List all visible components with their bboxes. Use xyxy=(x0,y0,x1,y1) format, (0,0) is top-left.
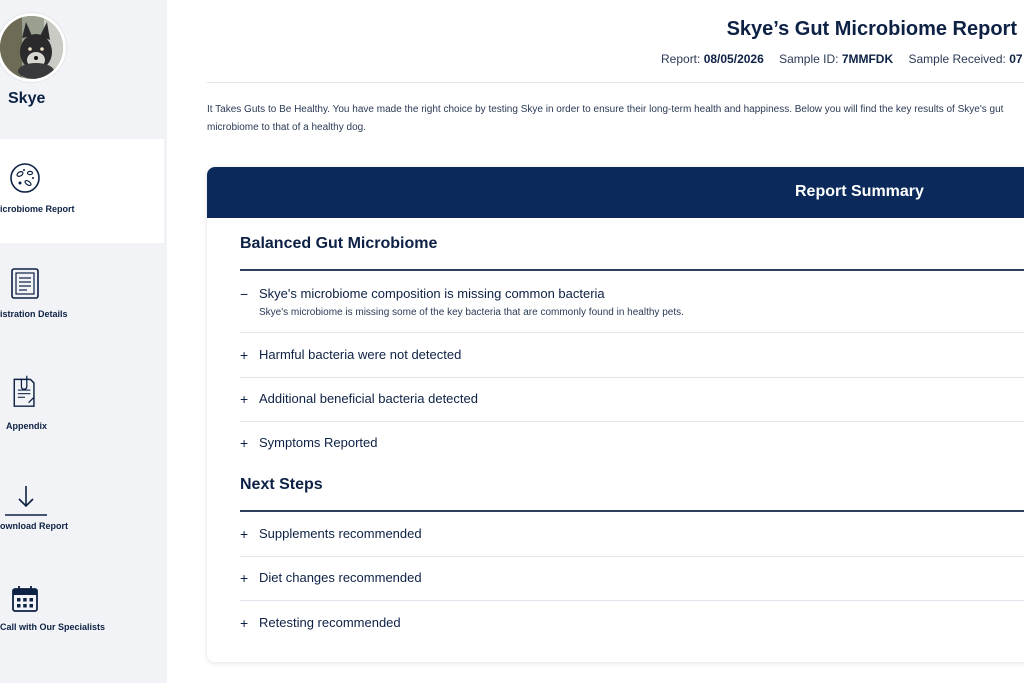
accordion-row-label: Retesting recommended xyxy=(259,615,401,630)
report-date-label: Report: xyxy=(661,52,701,66)
accordion-row-label: Skye's microbiome composition is missing common bacteria xyxy=(259,286,605,301)
nav-appendix[interactable] xyxy=(0,348,164,452)
section-divider xyxy=(240,269,1024,271)
collapse-icon: − xyxy=(240,286,249,302)
accordion-row-diet-changes[interactable] xyxy=(240,570,1024,601)
expand-icon: + xyxy=(240,570,249,586)
expand-icon: + xyxy=(240,526,249,542)
nav-label: Appendix xyxy=(6,421,48,431)
nav-registration-details[interactable] xyxy=(0,244,164,348)
section-title-balanced-gut: Balanced Gut Microbiome xyxy=(240,235,438,252)
section-title-next-steps: Next Steps xyxy=(240,476,323,493)
expand-icon: + xyxy=(240,615,249,631)
clipboard-icon xyxy=(9,266,41,300)
report-summary-card xyxy=(207,167,1024,662)
microbe-icon xyxy=(9,161,41,195)
sample-id-label: Sample ID: xyxy=(779,52,839,66)
report-meta xyxy=(661,52,1023,66)
nav-call-specialists[interactable] xyxy=(0,556,164,660)
document-clip-icon xyxy=(9,374,41,408)
expand-icon: + xyxy=(240,347,249,363)
sample-id: 7MMFDK xyxy=(841,52,894,66)
accordion-row-label: Harmful bacteria were not detected xyxy=(259,347,462,362)
pet-name: Skye xyxy=(8,90,46,107)
card-header xyxy=(207,167,1024,218)
expand-icon: + xyxy=(240,391,249,407)
accordion-row-label: Diet changes recommended xyxy=(259,570,422,585)
accordion-row-missing-bacteria[interactable] xyxy=(240,286,1024,333)
header-divider xyxy=(207,82,1024,83)
accordion-row-label: Symptoms Reported xyxy=(259,435,378,450)
nav-label: ownload Report xyxy=(0,521,68,531)
accordion-row-symptoms[interactable] xyxy=(240,435,1024,465)
nav-label: icrobiome Report xyxy=(0,204,75,214)
accordion-row-retesting[interactable] xyxy=(240,615,1024,645)
nav-download-report[interactable] xyxy=(0,452,164,556)
nav-microbiome-report[interactable] xyxy=(0,139,164,243)
accordion-row-description: Skye's microbiome is missing some of the key bacteria that are commonly found in healthy pets. xyxy=(259,307,684,318)
nav-label: istration Details xyxy=(0,309,68,319)
sample-received-label: Sample Received: xyxy=(908,52,1006,66)
expand-icon: + xyxy=(240,435,249,451)
accordion-row-label: Additional beneficial bacteria detected xyxy=(259,391,478,406)
page-title: Skye’s Gut Microbiome Report xyxy=(726,18,1017,40)
sample-received-date: 07 xyxy=(1009,52,1023,66)
accordion-row-supplements[interactable] xyxy=(240,526,1024,557)
download-icon xyxy=(3,484,49,518)
section-divider xyxy=(240,510,1024,512)
dog-photo-icon xyxy=(0,16,63,79)
accordion-row-beneficial-bacteria[interactable] xyxy=(240,391,1024,422)
calendar-icon xyxy=(11,584,39,614)
sidebar xyxy=(0,0,167,683)
card-header-title: Report Summary xyxy=(795,183,924,200)
accordion-row-harmful-bacteria[interactable] xyxy=(240,347,1024,378)
intro-text: It Takes Guts to Be Healthy. You have made the right choice by testing Skye in order to ensure their long-term health and happiness. Below you will find the key results of Skye's gut microbiome to that of a healthy dog. xyxy=(207,104,1004,133)
nav-label: Call with Our Specialists xyxy=(0,622,106,632)
accordion-row-label: Supplements recommended xyxy=(259,526,422,541)
avatar[interactable] xyxy=(0,13,66,82)
report-date: 08/05/2026 xyxy=(703,52,764,66)
